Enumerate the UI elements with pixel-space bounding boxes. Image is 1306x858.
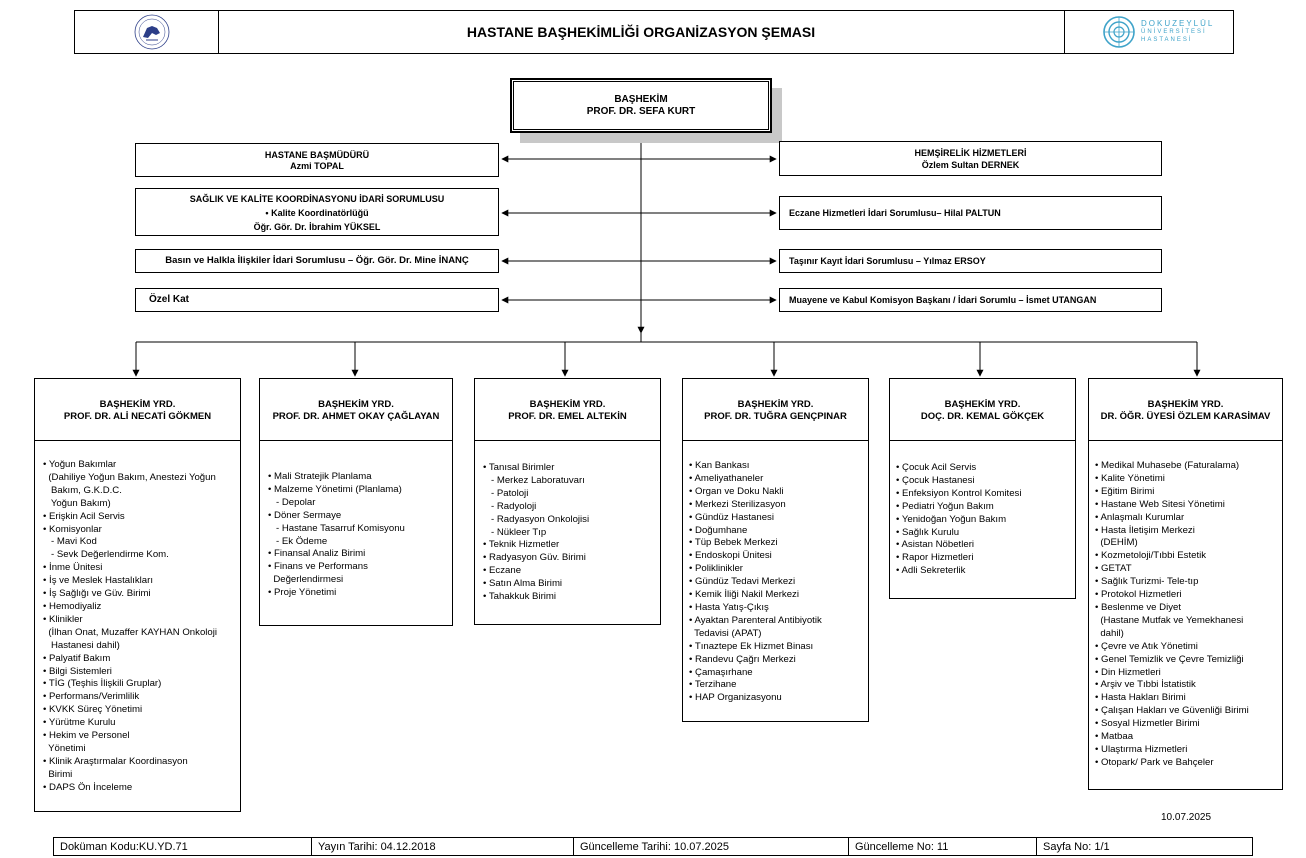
- list-item: • Hasta İletişim Merkezi: [1095, 524, 1195, 536]
- list-item: • Adli Sekreterlik: [896, 565, 966, 577]
- list-item: (Hastane Mutfak ve Yemekhanesi: [1095, 614, 1244, 626]
- list-item: • Tanısal Birimler: [483, 462, 555, 473]
- footer-update-no: Güncelleme No: 11: [849, 838, 1037, 856]
- list-item: • Matbaa: [1095, 731, 1134, 743]
- footer-page-no: Sayfa No: 1/1: [1043, 841, 1110, 853]
- department-box-3: [474, 378, 661, 625]
- chief-title: BAŞHEKİM: [614, 94, 668, 105]
- list-item: • İş ve Meslek Hastalıkları: [43, 575, 153, 587]
- staff-right-box-3: [779, 249, 1162, 273]
- list-item: - Hastane Tasarruf Komisyonu: [268, 522, 405, 534]
- list-item: • Yenidoğan Yoğun Bakım: [896, 513, 1007, 525]
- department-1-name: PROF. DR. ALİ NECATİ GÖKMEN: [63, 411, 212, 422]
- list-item: • Tınaztepe Ek Hizmet Binası: [689, 640, 814, 652]
- list-item: • Mali Stratejik Planlama: [268, 471, 372, 482]
- list-item: • Komisyonlar: [43, 523, 102, 535]
- department-2-title: BAŞHEKİM YRD.: [318, 399, 394, 410]
- hospital-logo-line2: ÜNİVERSİTESİ: [1141, 29, 1207, 35]
- list-item: • Doğumhane: [689, 524, 748, 536]
- list-item: Tedavisi (APAT): [689, 627, 762, 639]
- list-item: • Kan Bankası: [689, 460, 750, 471]
- list-item: • Erişkin Acil Servis: [43, 510, 125, 522]
- staff-left-box-1: [135, 143, 499, 177]
- list-item: • Medikal Muhasebe (Faturalama): [1095, 460, 1240, 471]
- staff-right-1-line2: Özlem Sultan DERNEK: [921, 160, 1020, 170]
- list-item: Yoğun Bakım): [43, 497, 111, 509]
- list-item: • Sağlık Turizmi- Tele-tıp: [1095, 576, 1199, 588]
- list-item: • Yürütme Kurulu: [43, 717, 116, 729]
- staff-right-box-1: [779, 141, 1162, 176]
- list-item: • Arşiv ve Tıbbi İstatistik: [1095, 679, 1196, 691]
- department-1-title: BAŞHEKİM YRD.: [99, 399, 176, 410]
- department-4-title: BAŞHEKİM YRD.: [737, 399, 814, 410]
- list-item: • Klinikler: [43, 613, 83, 625]
- department-3-name: PROF. DR. EMEL ALTEKİN: [508, 411, 627, 422]
- chief-box: [510, 78, 772, 133]
- list-item: • Tahakkuk Birimi: [483, 591, 557, 603]
- list-item: • Ayaktan Parenteral Antibiyotik: [689, 614, 822, 626]
- list-item: • Terzihane: [689, 679, 737, 691]
- list-item: • Kozmetoloji/Tıbbi Estetik: [1095, 550, 1207, 562]
- list-item: • Malzeme Yönetimi (Planlama): [268, 483, 402, 495]
- staff-right-2-line1: Eczane Hizmetleri İdari Sorumlusu– Hilal PALTUN: [789, 208, 1001, 218]
- list-item: Birimi: [43, 768, 73, 780]
- list-item: • Çocuk Acil Servis: [896, 462, 977, 473]
- staff-left-2-line1: SAĞLIK VE KALİTE KOORDİNASYONU İDARİ SORUMLUSU: [189, 194, 445, 204]
- list-item: • Performans/Verimlilik: [43, 691, 140, 703]
- list-item: • Çamaşırhane: [689, 666, 753, 678]
- list-item: • GETAT: [1095, 563, 1132, 575]
- list-item: • Randevu Çağrı Merkezi: [689, 653, 796, 665]
- date-stamp: 10.07.2025: [1161, 812, 1212, 823]
- department-4-list: [689, 460, 868, 705]
- page-title: HASTANE BAŞHEKİMLİĞİ ORGANİZASYON ŞEMASI: [466, 24, 816, 40]
- footer-doc-code: Doküman Kodu:KU.YD.71: [54, 838, 312, 856]
- list-item: • Pediatri Yoğun Bakım: [896, 500, 994, 512]
- list-item: • Beslenme ve Diyet: [1095, 601, 1182, 613]
- list-item: • Çalışan Hakları ve Güvenliği Birimi: [1095, 705, 1249, 717]
- list-item: • Finansal Analiz Birimi: [268, 548, 366, 560]
- staff-left-box-3: [135, 249, 499, 273]
- list-item: (İlhan Onat, Muzaffer KAYHAN Onkoloji: [43, 626, 218, 638]
- list-item: • Bilgi Sistemleri: [43, 665, 112, 677]
- list-item: • Gündüz Tedavi Merkezi: [689, 576, 796, 588]
- department-5-divider: [890, 440, 1075, 441]
- list-item: • Kemik İliği Nakil Merkezi: [689, 589, 799, 601]
- list-item: • Protokol Hizmetleri: [1095, 589, 1182, 601]
- department-box-1: [34, 378, 241, 812]
- department-2-divider: [260, 440, 452, 441]
- department-3-list: [483, 462, 660, 604]
- department-5-name: DOÇ. DR. KEMAL GÖKÇEK: [920, 411, 1045, 422]
- list-item: • Hemodiyaliz: [43, 600, 102, 612]
- department-box-4: [682, 378, 869, 722]
- list-item: • Rapor Hizmetleri: [896, 552, 974, 564]
- department-box-5: [889, 378, 1076, 599]
- list-item: • Din Hizmetleri: [1095, 666, 1161, 678]
- list-item: • Gündüz Hastanesi: [689, 511, 774, 523]
- list-item: • Proje Yönetimi: [268, 587, 337, 599]
- list-item: - Ek Ödeme: [268, 535, 328, 547]
- list-item: dahil): [1095, 627, 1124, 639]
- list-item: • DAPS Ön İnceleme: [43, 781, 133, 793]
- list-item: Bakım, G.K.D.C.: [43, 484, 122, 496]
- staff-left-3-line1: Basın ve Halkla İlişkiler İdari Sorumlusu – Öğr. Gör. Dr. Mine İNANÇ: [165, 255, 469, 266]
- department-1-list: [43, 459, 240, 795]
- list-item: - Sevk Değerlendirme Kom.: [43, 549, 169, 561]
- list-item: • Merkezi Sterilizasyon: [689, 498, 786, 510]
- list-item: • Döner Sermaye: [268, 509, 342, 521]
- footer-publish-date: Yayın Tarihi: 04.12.2018: [312, 838, 574, 856]
- list-item: • Hasta Hakları Birimi: [1095, 692, 1186, 704]
- list-item: • Enfeksiyon Kontrol Komitesi: [896, 487, 1022, 499]
- list-item: • Otopark/ Park ve Bahçeler: [1095, 756, 1214, 768]
- list-item: • Eğitim Birimi: [1095, 485, 1155, 497]
- staff-left-box-2: [135, 188, 499, 236]
- department-5-title: BAŞHEKİM YRD.: [944, 399, 1021, 410]
- list-item: • Radyasyon Güv. Birimi: [483, 552, 586, 564]
- list-item: - Radyoloji: [483, 500, 537, 512]
- staff-right-3-line1: Taşınır Kayıt İdari Sorumlusu – Yılmaz ERSOY: [789, 256, 986, 266]
- list-item: • Tüp Bebek Merkezi: [689, 537, 778, 549]
- department-3-title: BAŞHEKİM YRD.: [529, 399, 606, 410]
- list-item: - Merkez Laboratuvarı: [483, 474, 585, 486]
- list-item: • Ameliyathaneler: [689, 472, 764, 484]
- list-item: • Palyatif Bakım: [43, 652, 111, 664]
- chief-name: PROF. DR. SEFA KURT: [586, 106, 696, 117]
- department-6-list: [1095, 460, 1282, 770]
- department-5-list: [896, 462, 1075, 578]
- list-item: • Sosyal Hizmetler Birimi: [1095, 718, 1200, 730]
- list-item: • Klinik Araştırmalar Koordinasyon: [43, 755, 188, 767]
- department-4-name: PROF. DR. TUĞRA GENÇPINAR: [704, 411, 847, 422]
- list-item: • KVKK Süreç Yönetimi: [43, 704, 143, 716]
- department-2-list: [268, 471, 452, 600]
- list-item: • Asistan Nöbetleri: [896, 539, 975, 551]
- list-item: • Yoğun Bakımlar: [43, 459, 117, 470]
- list-item: • Satın Alma Birimi: [483, 578, 563, 590]
- list-item: (DEHİM): [1095, 537, 1138, 549]
- staff-right-box-4: [779, 288, 1162, 312]
- staff-right-1-line1: HEMŞİRELİK HİZMETLERİ: [914, 148, 1027, 158]
- list-item: • Hasta Yatış-Çıkış: [689, 601, 769, 613]
- list-item: Yönetimi: [43, 742, 86, 754]
- list-item: • Hastane Web Sitesi Yönetimi: [1095, 498, 1225, 510]
- list-item: • Çocuk Hastanesi: [896, 474, 975, 486]
- list-item: • İnme Ünitesi: [43, 562, 103, 574]
- staff-right-4-line1: Muayene ve Kabul Komisyon Başkanı / İdari Sorumlu – İsmet UTANGAN: [789, 295, 1097, 305]
- list-item: • Eczane: [483, 565, 522, 577]
- list-item: - Radyasyon Onkolojisi: [483, 513, 590, 525]
- department-box-2: [259, 378, 453, 626]
- department-6-title: BAŞHEKİM YRD.: [1147, 399, 1224, 410]
- department-6-divider: [1089, 440, 1282, 441]
- footer-update-date: Güncelleme Tarihi: 10.07.2025: [574, 838, 849, 856]
- list-item: - Nükleer Tıp: [483, 526, 547, 538]
- department-6-name: DR. ÖĞR. ÜYESİ ÖZLEM KARASİMAV: [1100, 411, 1271, 422]
- department-2-name: PROF. DR. AHMET OKAY ÇAĞLAYAN: [272, 411, 440, 422]
- department-4-divider: [683, 440, 868, 441]
- list-item: • TİG (Teşhis İlişkili Gruplar): [43, 678, 162, 690]
- hospital-logo-line1: DOKUZEYLÜL: [1141, 19, 1215, 28]
- department-3-divider: [475, 440, 660, 441]
- list-item: • HAP Organizasyonu: [689, 692, 782, 704]
- list-item: • Organ ve Doku Nakli: [689, 485, 784, 497]
- hospital-logo-line3: HASTANESİ: [1141, 37, 1193, 43]
- list-item: • Genel Temizlik ve Çevre Temizliği: [1095, 653, 1244, 665]
- list-item: - Mavi Kod: [43, 536, 97, 548]
- list-item: • Finans ve Performans: [268, 561, 368, 573]
- list-item: • İş Sağlığı ve Güv. Birimi: [43, 588, 151, 600]
- list-item: • Sağlık Kurulu: [896, 526, 960, 538]
- list-item: Değerlendirmesi: [268, 574, 344, 586]
- footer-table: [53, 837, 1253, 856]
- staff-left-2-line3: Öğr. Gör. Dr. İbrahim YÜKSEL: [253, 222, 381, 232]
- list-item: • Çevre ve Atık Yönetimi: [1095, 640, 1198, 652]
- department-box-6: [1088, 378, 1283, 790]
- staff-left-4-line1: Özel Kat: [149, 294, 190, 305]
- staff-left-2-line2: • Kalite Koordinatörlüğü: [265, 208, 369, 218]
- staff-left-1-line1: HASTANE BAŞMÜDÜRÜ: [264, 150, 370, 160]
- staff-left-1-line2: Azmi TOPAL: [290, 161, 344, 171]
- department-1-divider: [35, 440, 240, 441]
- list-item: • Ulaştırma Hizmetleri: [1095, 743, 1188, 755]
- list-item: • Poliklinikler: [689, 563, 744, 575]
- list-item: (Dahiliye Yoğun Bakım, Anestezi Yoğun: [43, 471, 216, 483]
- list-item: Hastanesi dahil): [43, 639, 120, 651]
- list-item: • Endoskopi Ünitesi: [689, 550, 772, 562]
- staff-left-box-4: [135, 288, 499, 312]
- list-item: • Teknik Hizmetler: [483, 539, 560, 551]
- list-item: • Hekim ve Personel: [43, 730, 130, 742]
- list-item: • Kalite Yönetimi: [1095, 472, 1165, 484]
- staff-right-box-2: [779, 196, 1162, 230]
- list-item: - Depolar: [268, 496, 316, 508]
- list-item: • Anlaşmalı Kurumlar: [1095, 511, 1185, 523]
- list-item: - Patoloji: [483, 487, 529, 499]
